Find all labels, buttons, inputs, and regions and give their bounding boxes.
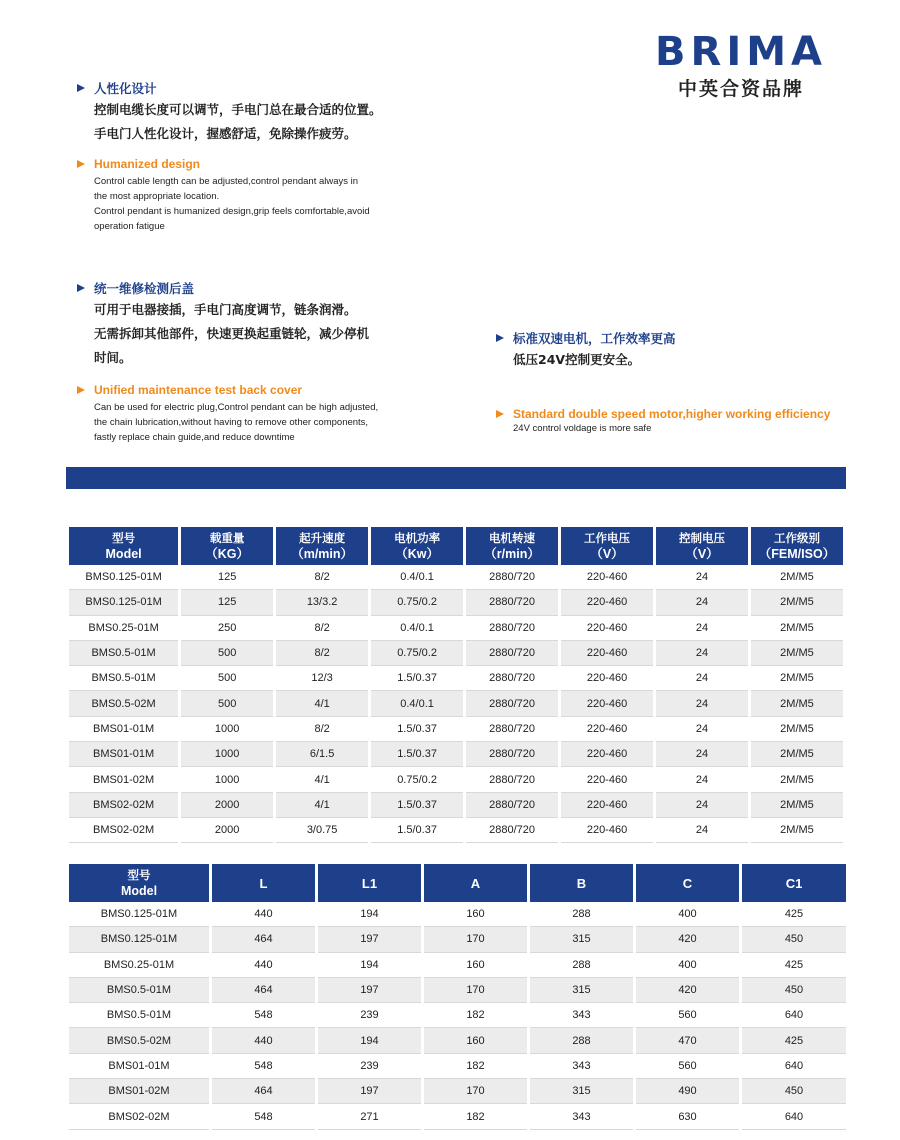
table-cell: 197 [318, 978, 421, 1003]
cell-model: BMS01-01M [69, 717, 178, 742]
table-cell: 2880/720 [466, 616, 558, 641]
table-cell: 220-460 [561, 793, 653, 818]
header-dim-c1: C1 [742, 864, 846, 902]
table-cell: 440 [212, 1028, 315, 1053]
header-work-class [751, 527, 843, 565]
table-row [69, 1104, 846, 1129]
table-cell: 24 [656, 742, 748, 767]
table-cell: 170 [424, 927, 527, 952]
table-cell: 343 [530, 1054, 633, 1079]
table-cell: 24 [656, 641, 748, 666]
header-dim-l1: L1 [318, 864, 421, 902]
cell-model: BMS0.125-01M [69, 902, 209, 927]
header-motor-speed [466, 527, 558, 565]
cell-model: BMS02-02M [69, 1104, 209, 1129]
table-cell: 470 [636, 1028, 739, 1053]
table-cell: 500 [181, 666, 273, 691]
header-cn: 电机功率 [394, 530, 441, 545]
table-cell: 24 [656, 691, 748, 716]
table-cell: 343 [530, 1003, 633, 1028]
table-cell: 630 [636, 1104, 739, 1129]
table-row [69, 565, 843, 590]
table-cell: 170 [424, 978, 527, 1003]
table-cell: 239 [318, 1003, 421, 1028]
header-cn: 控制电压 [678, 530, 725, 545]
cell-model: BMS0.125-01M [69, 590, 178, 615]
table-cell: 1.5/0.37 [371, 717, 463, 742]
arrow-icon [77, 160, 85, 168]
table-cell: 420 [636, 978, 739, 1003]
table-cell: 4/1 [276, 793, 368, 818]
feature-line: 手电门人性化设计，握感舒适，免除操作疲劳。 [94, 126, 357, 141]
feature-line: the most appropriate location. [94, 191, 220, 202]
header-working-voltage [561, 527, 653, 565]
feature-maintenance-cn [77, 280, 369, 370]
table-cell: 450 [742, 927, 846, 952]
feature-line: operation fatigue [94, 221, 165, 232]
table-cell: 197 [318, 927, 421, 952]
feature-line: the chain lubrication,without having to remove other components, [94, 417, 369, 428]
table-cell: 0.4/0.1 [371, 691, 463, 716]
table-cell: 4/1 [276, 691, 368, 716]
table-cell: 490 [636, 1079, 739, 1104]
feature-title-en [77, 156, 370, 171]
cell-model: BMS0.5-01M [69, 978, 209, 1003]
table-cell: 450 [742, 978, 846, 1003]
table-cell: 220-460 [561, 717, 653, 742]
feature-line: Can be used for electric plug,Control pendant can be high adjusted, [94, 402, 379, 413]
table-cell: 24 [656, 616, 748, 641]
dimension-table [66, 864, 849, 1130]
table-cell: 220-460 [561, 616, 653, 641]
table-cell: 2M/M5 [751, 641, 843, 666]
table-cell: 182 [424, 1003, 527, 1028]
header-en: Model [105, 546, 142, 561]
table-cell: 2M/M5 [751, 590, 843, 615]
table-cell: 2M/M5 [751, 616, 843, 641]
table-row [69, 590, 843, 615]
table-cell: 24 [656, 590, 748, 615]
cell-model: BMS0.5-02M [69, 691, 178, 716]
cell-model: BMS0.25-01M [69, 953, 209, 978]
table-cell: 548 [212, 1104, 315, 1129]
feature-title-text: 统一维修检测后盖 [94, 281, 195, 296]
cell-model: BMS0.25-01M [69, 616, 178, 641]
table-row [69, 641, 843, 666]
table-cell: 194 [318, 953, 421, 978]
header-en: （Kw） [395, 546, 439, 561]
arrow-icon [496, 410, 504, 418]
table-row [69, 978, 846, 1003]
cell-model: BMS01-01M [69, 1054, 209, 1079]
table-cell: 24 [656, 717, 748, 742]
table-cell: 2M/M5 [751, 818, 843, 843]
table-row [69, 691, 843, 716]
feature-humanized-en [77, 156, 370, 234]
feature-description [77, 298, 369, 370]
table-cell: 2M/M5 [751, 742, 843, 767]
header-control-voltage [656, 527, 748, 565]
table-cell: 8/2 [276, 717, 368, 742]
header-dim-l: L [212, 864, 315, 902]
cell-model: BMS0.5-02M [69, 1028, 209, 1053]
cell-model: BMS0.125-01M [69, 927, 209, 952]
table-cell: 239 [318, 1054, 421, 1079]
arrow-icon [77, 284, 85, 292]
header-model [69, 527, 178, 565]
header-model [69, 864, 209, 902]
table-cell: 160 [424, 1028, 527, 1053]
table-cell: 2880/720 [466, 666, 558, 691]
feature-title [77, 80, 382, 96]
table-cell: 220-460 [561, 691, 653, 716]
table-cell: 440 [212, 953, 315, 978]
feature-title-en-text: Humanized design [94, 156, 201, 171]
table-cell: 400 [636, 953, 739, 978]
feature-title-text: 标准双速电机，工作效率更高 [513, 331, 676, 346]
table-cell: 220-460 [561, 565, 653, 590]
brand-name: BRIMA [655, 29, 827, 75]
table-cell: 24 [656, 818, 748, 843]
feature-humanized-cn [77, 80, 382, 146]
header-en: （KG） [205, 546, 250, 561]
header-cn: 工作级别 [773, 530, 820, 545]
table-cell: 2880/720 [466, 742, 558, 767]
header-cn: 电机转速 [489, 530, 536, 545]
table-cell: 440 [212, 902, 315, 927]
table-cell: 13/3.2 [276, 590, 368, 615]
table-cell: 2000 [181, 818, 273, 843]
feature-description [496, 348, 676, 372]
table-cell: 197 [318, 1079, 421, 1104]
table-row [69, 767, 843, 792]
table-cell: 315 [530, 1079, 633, 1104]
table-cell: 8/2 [276, 641, 368, 666]
table-cell: 2880/720 [466, 641, 558, 666]
header-en: （V） [685, 546, 719, 561]
table-cell: 1.5/0.37 [371, 742, 463, 767]
table-cell: 0.75/0.2 [371, 590, 463, 615]
feature-description [77, 98, 382, 146]
table-cell: 425 [742, 1028, 846, 1053]
table-cell: 24 [656, 793, 748, 818]
table-cell: 1.5/0.37 [371, 666, 463, 691]
table-cell: 2M/M5 [751, 793, 843, 818]
table-cell: 500 [181, 691, 273, 716]
table-row [69, 902, 846, 927]
feature-line: fastly replace chain guide,and reduce downtime [94, 432, 295, 443]
table-row [69, 927, 846, 952]
table-cell: 288 [530, 902, 633, 927]
table-cell: 640 [742, 1104, 846, 1129]
header-en: Model [120, 883, 158, 898]
table-cell: 8/2 [276, 616, 368, 641]
table-row [69, 1054, 846, 1079]
cell-model: BMS01-02M [69, 1079, 209, 1104]
table-cell: 6/1.5 [276, 742, 368, 767]
table-cell: 220-460 [561, 590, 653, 615]
table-row [69, 1003, 846, 1028]
feature-line: 低压24V控制更安全。 [513, 352, 641, 367]
table-cell: 2880/720 [466, 818, 558, 843]
feature-title-en-text: Standard double speed motor,higher working efficiency [513, 406, 831, 421]
header-en: （FEM/ISO） [758, 546, 836, 561]
feature-line: Control pendant is humanized design,grip feels comfortable,avoid [94, 206, 370, 217]
header-cn: 工作电压 [584, 530, 631, 545]
header-en: （m/min） [291, 546, 354, 561]
cell-model: BMS0.125-01M [69, 565, 178, 590]
feature-description-en [496, 421, 830, 436]
table-cell: 1000 [181, 717, 273, 742]
table-cell: 170 [424, 1079, 527, 1104]
table-row [69, 717, 843, 742]
table-cell: 640 [742, 1003, 846, 1028]
table-cell: 640 [742, 1054, 846, 1079]
table-cell: 220-460 [561, 742, 653, 767]
table-cell: 425 [742, 902, 846, 927]
header-dim-a: A [424, 864, 527, 902]
feature-title [77, 280, 369, 296]
table-cell: 2000 [181, 793, 273, 818]
header-en: （V） [590, 546, 624, 561]
brand-subtitle: 中英合资品牌 [677, 78, 804, 100]
brand-logo [633, 29, 849, 101]
table-cell: 2M/M5 [751, 717, 843, 742]
table-cell: 2880/720 [466, 717, 558, 742]
table-row [69, 1079, 846, 1104]
table-cell: 2M/M5 [751, 565, 843, 590]
table-cell: 548 [212, 1003, 315, 1028]
table-cell: 220-460 [561, 641, 653, 666]
table-cell: 220-460 [561, 666, 653, 691]
table-row [69, 666, 843, 691]
table-cell: 450 [742, 1079, 846, 1104]
table-cell: 464 [212, 927, 315, 952]
table-cell: 560 [636, 1054, 739, 1079]
cell-model: BMS0.5-01M [69, 666, 178, 691]
header-lift-speed [276, 527, 368, 565]
table-cell: 2880/720 [466, 590, 558, 615]
table-cell: 1000 [181, 742, 273, 767]
table-cell: 0.4/0.1 [371, 565, 463, 590]
feature-line: 时间。 [94, 350, 132, 365]
feature-title-en [77, 382, 378, 397]
table-cell: 220-460 [561, 767, 653, 792]
feature-title-text: 人性化设计 [94, 81, 157, 96]
arrow-icon [77, 84, 85, 92]
feature-motor-en [496, 406, 830, 436]
table-cell: 220-460 [561, 818, 653, 843]
table-row [69, 1028, 846, 1053]
header-en: （r/min） [484, 546, 540, 561]
table-cell: 288 [530, 1028, 633, 1053]
feature-title-en-text: Unified maintenance test back cover [94, 382, 303, 397]
header-load [181, 527, 273, 565]
header-motor-power [371, 527, 463, 565]
table-cell: 24 [656, 565, 748, 590]
arrow-icon [496, 334, 504, 342]
table-cell: 125 [181, 590, 273, 615]
header-cn: 型号 [127, 867, 151, 882]
table-cell: 400 [636, 902, 739, 927]
table-cell: 420 [636, 927, 739, 952]
cell-model: BMS02-02M [69, 818, 178, 843]
table-cell: 1.5/0.37 [371, 818, 463, 843]
header-cn: 型号 [112, 530, 136, 545]
table-row [69, 793, 843, 818]
section-divider-bar [66, 467, 846, 489]
table-row [69, 742, 843, 767]
table-cell: 24 [656, 767, 748, 792]
feature-title [496, 330, 676, 346]
table-cell: 315 [530, 927, 633, 952]
feature-motor-cn [496, 330, 676, 372]
table-cell: 2M/M5 [751, 767, 843, 792]
table-cell: 3/0.75 [276, 818, 368, 843]
table-cell: 2880/720 [466, 691, 558, 716]
feature-maintenance-en [77, 382, 378, 445]
table-cell: 548 [212, 1054, 315, 1079]
table-cell: 4/1 [276, 767, 368, 792]
cell-model: BMS0.5-01M [69, 641, 178, 666]
table-cell: 464 [212, 1079, 315, 1104]
table-cell: 12/3 [276, 666, 368, 691]
table-cell: 24 [656, 666, 748, 691]
table-cell: 343 [530, 1104, 633, 1129]
table-cell: 2M/M5 [751, 666, 843, 691]
cell-model: BMS01-02M [69, 767, 178, 792]
specification-table [66, 527, 846, 843]
table-cell: 8/2 [276, 565, 368, 590]
arrow-icon [77, 386, 85, 394]
table-cell: 288 [530, 953, 633, 978]
table-cell: 250 [181, 616, 273, 641]
table-cell: 0.4/0.1 [371, 616, 463, 641]
table-cell: 182 [424, 1054, 527, 1079]
table-cell: 2880/720 [466, 767, 558, 792]
header-cn: 载重量 [209, 530, 245, 545]
table-cell: 1000 [181, 767, 273, 792]
table-cell: 271 [318, 1104, 421, 1129]
feature-line: 可用于电器接插，手电门高度调节，链条润滑。 [94, 302, 357, 317]
table-cell: 160 [424, 902, 527, 927]
cell-model: BMS0.5-01M [69, 1003, 209, 1028]
table-cell: 560 [636, 1003, 739, 1028]
header-dim-b: B [530, 864, 633, 902]
feature-description-en [77, 174, 370, 234]
table-cell: 500 [181, 641, 273, 666]
feature-title-en [496, 406, 830, 421]
table-cell: 1.5/0.37 [371, 793, 463, 818]
table-cell: 425 [742, 953, 846, 978]
table-header-row [69, 864, 846, 902]
table-header-row [69, 527, 843, 565]
table-row [69, 616, 843, 641]
table-cell: 2M/M5 [751, 691, 843, 716]
table-cell: 315 [530, 978, 633, 1003]
header-cn: 起升速度 [299, 530, 346, 545]
table-cell: 0.75/0.2 [371, 767, 463, 792]
table-cell: 160 [424, 953, 527, 978]
table-row [69, 818, 843, 843]
table-cell: 194 [318, 902, 421, 927]
table-cell: 2880/720 [466, 565, 558, 590]
feature-line: 无需拆卸其他部件，快速更换起重链轮，减少停机 [94, 326, 370, 341]
table-cell: 182 [424, 1104, 527, 1129]
table-cell: 194 [318, 1028, 421, 1053]
table-row [69, 953, 846, 978]
header-dim-c: C [636, 864, 739, 902]
cell-model: BMS01-01M [69, 742, 178, 767]
feature-line: 控制电缆长度可以调节，手电门总在最合适的位置。 [94, 102, 382, 117]
cell-model: BMS02-02M [69, 793, 178, 818]
table-cell: 125 [181, 565, 273, 590]
feature-line: Control cable length can be adjusted,control pendant always in [94, 176, 359, 187]
table-cell: 464 [212, 978, 315, 1003]
feature-description-en [77, 400, 378, 445]
table-cell: 0.75/0.2 [371, 641, 463, 666]
feature-line: 24V control voldage is more safe [513, 423, 652, 434]
table-cell: 2880/720 [466, 793, 558, 818]
